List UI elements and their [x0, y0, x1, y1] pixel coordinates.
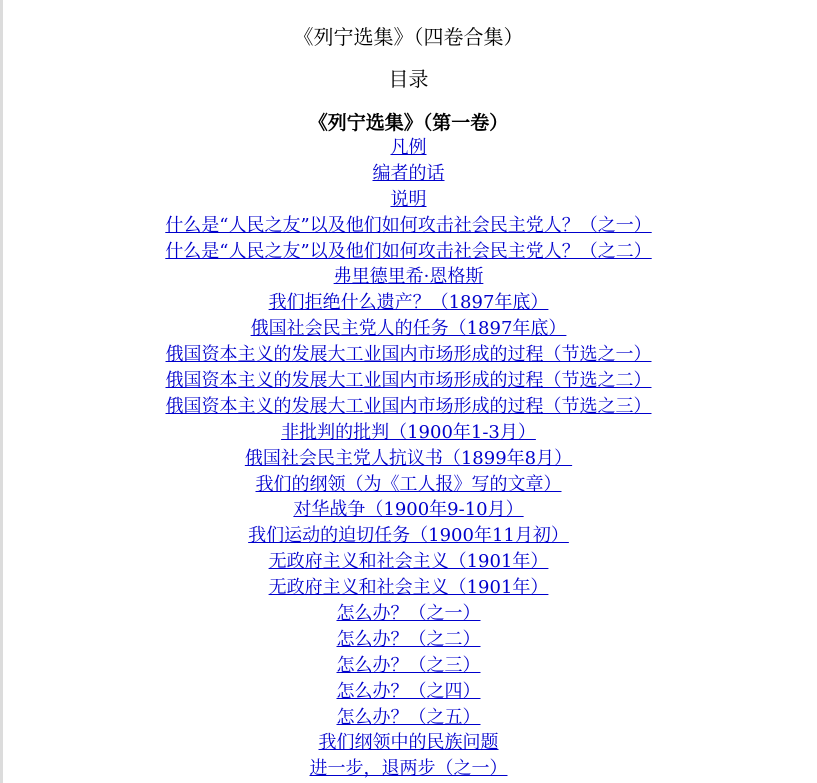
toc-item — [0, 575, 817, 601]
toc-link[interactable]: 无政府主义和社会主义（1901年） — [268, 551, 549, 573]
toc-item — [0, 290, 817, 316]
toc-item — [0, 446, 817, 472]
toc-item — [0, 472, 817, 498]
toc-list — [0, 135, 817, 782]
toc-item — [0, 239, 817, 265]
toc-link[interactable]: 非批判的批判（1900年1-3月） — [281, 421, 536, 443]
toc-item — [0, 653, 817, 679]
toc-item — [0, 730, 817, 756]
toc-item — [0, 627, 817, 653]
toc-link[interactable]: 我们拒绝什么遗产？（1897年底） — [268, 292, 549, 314]
toc-link[interactable]: 怎么办？（之五） — [336, 706, 481, 728]
toc-link[interactable]: 无政府主义和社会主义（1901年） — [268, 577, 549, 599]
book-title: 《列宁选集》（四卷合集） — [293, 25, 524, 49]
toc-item — [0, 161, 817, 187]
toc-link[interactable]: 什么是“人民之友”以及他们如何攻击社会民主党人？（之二） — [165, 240, 652, 262]
toc-link[interactable]: 进一步，退两步（之一） — [309, 758, 508, 780]
toc-item — [0, 394, 817, 420]
toc-item — [0, 342, 817, 368]
toc-item — [0, 187, 817, 213]
toc-item — [0, 549, 817, 575]
toc-heading: 目录 — [388, 67, 429, 91]
volume-heading: 《列宁选集》（第一卷） — [308, 112, 509, 134]
toc-item — [0, 368, 817, 394]
toc-item — [0, 420, 817, 446]
toc-link[interactable]: 对华战争（1900年9-10月） — [293, 499, 524, 521]
toc-link[interactable]: 俄国资本主义的发展大工业国内市场形成的过程（节选之三） — [165, 395, 652, 417]
toc-item — [0, 756, 817, 782]
toc-link[interactable]: 我们纲领中的民族问题 — [318, 732, 499, 754]
toc-link[interactable]: 俄国社会民主党人的任务（1897年底） — [250, 318, 567, 340]
toc-link[interactable]: 俄国资本主义的发展大工业国内市场形成的过程（节选之二） — [165, 370, 652, 392]
toc-item — [0, 135, 817, 161]
toc-link[interactable]: 俄国社会民主党人抗议书（1899年8月） — [244, 447, 573, 469]
toc-item — [0, 601, 817, 627]
toc-link[interactable]: 弗里德里希·恩格斯 — [333, 266, 484, 288]
toc-item — [0, 316, 817, 342]
toc-item — [0, 497, 817, 523]
toc-item — [0, 679, 817, 705]
toc-item — [0, 523, 817, 549]
toc-link[interactable]: 怎么办？（之二） — [336, 628, 481, 650]
toc-link[interactable]: 怎么办？（之三） — [336, 654, 481, 676]
toc-link[interactable]: 编者的话 — [372, 162, 445, 184]
toc-link[interactable]: 怎么办？（之一） — [336, 603, 481, 625]
toc-item — [0, 264, 817, 290]
toc-item — [0, 213, 817, 239]
toc-link[interactable]: 说明 — [390, 188, 427, 210]
toc-link[interactable]: 我们的纲领（为《工人报》写的文章） — [255, 473, 562, 495]
toc-link[interactable]: 凡例 — [390, 137, 427, 158]
toc-item — [0, 705, 817, 731]
toc-link[interactable]: 俄国资本主义的发展大工业国内市场形成的过程（节选之一） — [165, 344, 652, 366]
toc-link[interactable]: 怎么办？（之四） — [336, 680, 481, 702]
toc-link[interactable]: 什么是“人民之友”以及他们如何攻击社会民主党人？（之一） — [165, 214, 652, 236]
toc-link[interactable]: 我们运动的迫切任务（1900年11月初） — [248, 525, 569, 547]
